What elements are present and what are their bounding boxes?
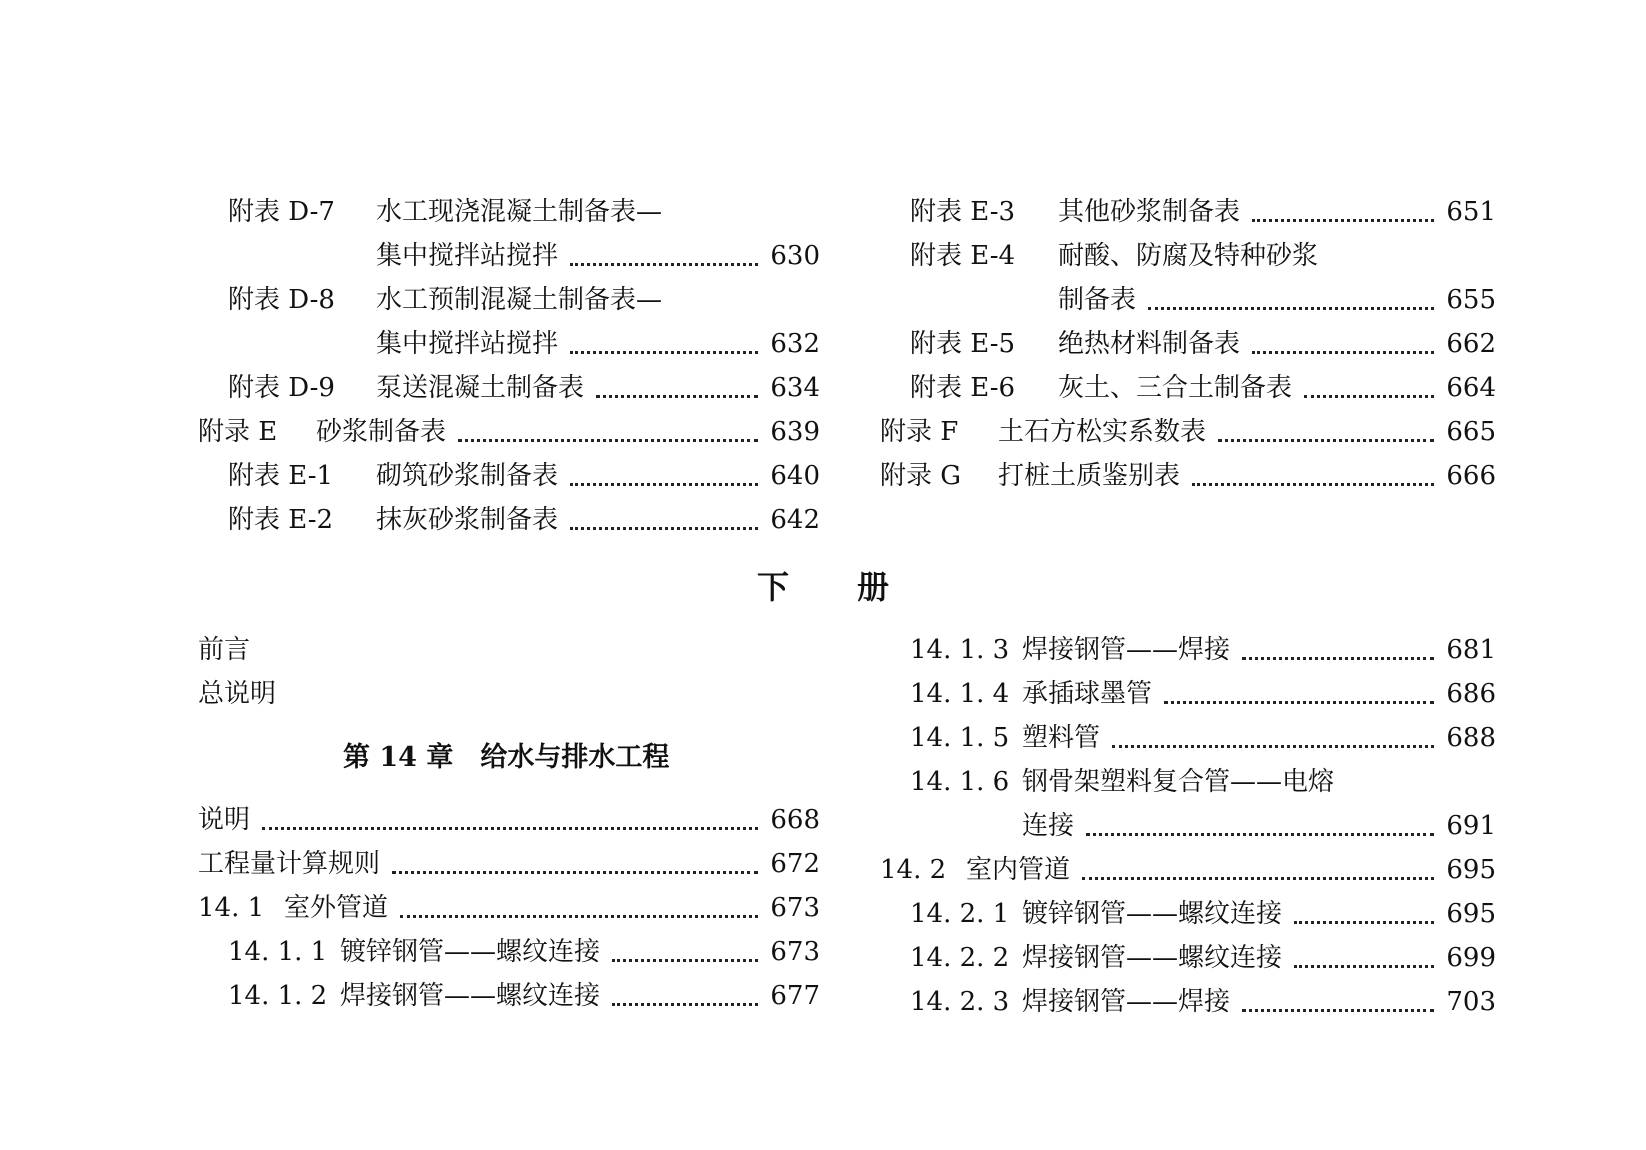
toc-entry-number: 14. 1. 1 bbox=[228, 937, 328, 967]
toc-entry-number: 附表 E-1 bbox=[228, 461, 334, 491]
toc-entry-number: 附录 G bbox=[880, 461, 962, 491]
toc-entry-14-2-2[interactable] bbox=[880, 936, 1496, 980]
toc-entry-14-1-2[interactable] bbox=[198, 974, 820, 1018]
toc-entry-title: 镀锌钢管——螺纹连接 bbox=[340, 937, 601, 967]
toc-entry-title: 镀锌钢管——螺纹连接 bbox=[1022, 899, 1283, 929]
toc-entry-e4[interactable] bbox=[880, 234, 1496, 278]
toc-entry-title: 其他砂浆制备表 bbox=[1058, 197, 1241, 227]
toc-entry-title: 集中搅拌站搅拌 bbox=[376, 241, 559, 271]
toc-entry-number: 附表 D-9 bbox=[228, 373, 335, 403]
toc-entry-page: 672 bbox=[770, 849, 820, 879]
toc-entry-number: 14. 2. 1 bbox=[910, 899, 1010, 929]
toc-entry-general-notes[interactable] bbox=[198, 672, 820, 716]
toc-entry-number: 附表 D-8 bbox=[228, 285, 335, 315]
dot-leader bbox=[1164, 700, 1434, 704]
toc-entry-title: 室外管道 bbox=[284, 893, 389, 923]
toc-entry-14-2-3[interactable] bbox=[880, 980, 1496, 1024]
toc-upper-right bbox=[880, 190, 1496, 498]
toc-entry-title: 水工预制混凝土制备表— bbox=[376, 285, 663, 315]
toc-entry-title: 绝热材料制备表 bbox=[1058, 329, 1241, 359]
toc-entry-title: 承插球墨管 bbox=[1022, 679, 1153, 709]
toc-entry-e6[interactable] bbox=[880, 366, 1496, 410]
toc-entry-title: 塑料管 bbox=[1022, 723, 1101, 753]
toc-entry-preface[interactable] bbox=[198, 628, 820, 672]
toc-entry-d8-continuation[interactable] bbox=[198, 322, 820, 366]
toc-entry-page: 634 bbox=[770, 373, 820, 403]
toc-entry-title: 钢骨架塑料复合管——电熔 bbox=[1022, 767, 1335, 797]
toc-entry-title: 前言 bbox=[198, 635, 251, 665]
toc-entry-title: 说明 bbox=[198, 805, 251, 835]
volume-heading: 下册 bbox=[756, 568, 957, 606]
toc-entry-page: 703 bbox=[1446, 987, 1496, 1017]
dot-leader bbox=[1294, 964, 1434, 968]
dot-leader bbox=[1252, 350, 1434, 354]
dot-leader bbox=[596, 394, 758, 398]
dot-leader bbox=[1218, 438, 1434, 442]
dot-leader bbox=[400, 914, 758, 918]
toc-entry-e1[interactable] bbox=[198, 454, 820, 498]
toc-entry-number: 14. 1. 6 bbox=[910, 767, 1010, 797]
toc-entry-page: 695 bbox=[1446, 899, 1496, 929]
toc-entry-14-1[interactable] bbox=[198, 886, 820, 930]
dot-leader bbox=[1242, 656, 1434, 660]
chapter-heading: 第 14 章 给水与排水工程 bbox=[343, 742, 670, 773]
toc-entry-number: 附表 E-6 bbox=[910, 373, 1016, 403]
dot-leader bbox=[1082, 876, 1434, 880]
toc-entry-title: 连接 bbox=[1022, 811, 1075, 841]
toc-entry-page: 666 bbox=[1446, 461, 1496, 491]
toc-entry-number: 14. 1. 4 bbox=[910, 679, 1010, 709]
toc-entry-14-2-1[interactable] bbox=[880, 892, 1496, 936]
dot-leader bbox=[612, 1002, 758, 1006]
toc-entry-page: 673 bbox=[770, 893, 820, 923]
toc-entry-notes[interactable] bbox=[198, 798, 820, 842]
toc-entry-page: 639 bbox=[770, 417, 820, 447]
toc-entry-d8[interactable] bbox=[198, 278, 820, 322]
toc-entry-number: 14. 1. 3 bbox=[910, 635, 1010, 665]
toc-entry-page: 686 bbox=[1446, 679, 1496, 709]
toc-entry-number: 附表 E-4 bbox=[910, 241, 1016, 271]
toc-entry-title: 焊接钢管——焊接 bbox=[1022, 635, 1231, 665]
toc-entry-number: 附录 F bbox=[880, 417, 959, 447]
dot-leader bbox=[1252, 218, 1434, 222]
toc-entry-14-1-4[interactable] bbox=[880, 672, 1496, 716]
dot-leader bbox=[612, 958, 758, 962]
toc-entry-page: 699 bbox=[1446, 943, 1496, 973]
toc-entry-d7[interactable] bbox=[198, 190, 820, 234]
toc-entry-title: 焊接钢管——螺纹连接 bbox=[1022, 943, 1283, 973]
dot-leader bbox=[1304, 394, 1434, 398]
toc-entry-title: 水工现浇混凝土制备表— bbox=[376, 197, 663, 227]
toc-entry-appendix-g[interactable] bbox=[880, 454, 1496, 498]
dot-leader bbox=[1148, 306, 1434, 310]
toc-entry-e5[interactable] bbox=[880, 322, 1496, 366]
toc-entry-title: 工程量计算规则 bbox=[198, 849, 381, 879]
toc-entry-e3[interactable] bbox=[880, 190, 1496, 234]
toc-entry-number: 14. 1. 2 bbox=[228, 981, 328, 1011]
toc-entry-e4-continuation[interactable] bbox=[880, 278, 1496, 322]
toc-entry-title: 制备表 bbox=[1058, 285, 1137, 315]
toc-entry-page: 688 bbox=[1446, 723, 1496, 753]
toc-lower-right bbox=[880, 628, 1496, 1024]
toc-entry-rules[interactable] bbox=[198, 842, 820, 886]
toc-entry-14-1-6[interactable] bbox=[880, 760, 1496, 804]
toc-entry-number: 14. 1. 5 bbox=[910, 723, 1010, 753]
toc-entry-page: 662 bbox=[1446, 329, 1496, 359]
toc-entry-title: 室内管道 bbox=[966, 855, 1071, 885]
dot-leader bbox=[1242, 1008, 1434, 1012]
toc-entry-page: 642 bbox=[770, 505, 820, 535]
toc-entry-page: 681 bbox=[1446, 635, 1496, 665]
toc-entry-title: 泵送混凝土制备表 bbox=[376, 373, 585, 403]
toc-entry-page: 640 bbox=[770, 461, 820, 491]
toc-entry-number: 14. 2 bbox=[880, 855, 947, 885]
toc-entry-d7-continuation[interactable] bbox=[198, 234, 820, 278]
dot-leader bbox=[1086, 832, 1434, 836]
toc-entry-page: 632 bbox=[770, 329, 820, 359]
toc-entry-appendix-e[interactable] bbox=[198, 410, 820, 454]
toc-entry-page: 668 bbox=[770, 805, 820, 835]
toc-entry-title: 砂浆制备表 bbox=[316, 417, 447, 447]
toc-upper-left bbox=[198, 190, 820, 542]
dot-leader bbox=[262, 826, 758, 830]
toc-entry-number: 附表 E-2 bbox=[228, 505, 334, 535]
dot-leader bbox=[570, 350, 758, 354]
toc-entry-number: 附表 D-7 bbox=[228, 197, 335, 227]
toc-lower-left bbox=[198, 628, 820, 1018]
toc-entry-page: 691 bbox=[1446, 811, 1496, 841]
toc-entry-number: 附录 E bbox=[198, 417, 278, 447]
toc-entry-14-1-1[interactable] bbox=[198, 930, 820, 974]
toc-entry-title: 灰土、三合土制备表 bbox=[1058, 373, 1293, 403]
toc-entry-14-1-5[interactable] bbox=[880, 716, 1496, 760]
toc-entry-title: 土石方松实系数表 bbox=[998, 417, 1207, 447]
toc-entry-page: 677 bbox=[770, 981, 820, 1011]
dot-leader bbox=[458, 438, 758, 442]
toc-entry-appendix-f[interactable] bbox=[880, 410, 1496, 454]
toc-entry-number: 附表 E-5 bbox=[910, 329, 1016, 359]
toc-entry-title: 砌筑砂浆制备表 bbox=[376, 461, 559, 491]
toc-entry-title: 耐酸、防腐及特种砂浆 bbox=[1058, 241, 1319, 271]
dot-leader bbox=[1294, 920, 1434, 924]
toc-entry-number: 14. 2. 2 bbox=[910, 943, 1010, 973]
toc-entry-14-1-3[interactable] bbox=[880, 628, 1496, 672]
toc-entry-14-2[interactable] bbox=[880, 848, 1496, 892]
toc-entry-e2[interactable] bbox=[198, 498, 820, 542]
toc-entry-14-1-6-continuation[interactable] bbox=[880, 804, 1496, 848]
dot-leader bbox=[1112, 744, 1434, 748]
toc-entry-title: 集中搅拌站搅拌 bbox=[376, 329, 559, 359]
toc-entry-page: 695 bbox=[1446, 855, 1496, 885]
toc-entry-d9[interactable] bbox=[198, 366, 820, 410]
toc-entry-page: 655 bbox=[1446, 285, 1496, 315]
dot-leader bbox=[570, 526, 758, 530]
toc-entry-number: 14. 2. 3 bbox=[910, 987, 1010, 1017]
toc-entry-page: 630 bbox=[770, 241, 820, 271]
toc-entry-page: 651 bbox=[1446, 197, 1496, 227]
dot-leader bbox=[392, 870, 758, 874]
toc-entry-number: 14. 1 bbox=[198, 893, 265, 923]
dot-leader bbox=[1192, 482, 1434, 486]
toc-entry-title: 打桩土质鉴别表 bbox=[998, 461, 1181, 491]
toc-entry-page: 673 bbox=[770, 937, 820, 967]
toc-entry-page: 665 bbox=[1446, 417, 1496, 447]
toc-entry-title: 焊接钢管——螺纹连接 bbox=[340, 981, 601, 1011]
dot-leader bbox=[570, 262, 758, 266]
toc-entry-title: 总说明 bbox=[198, 679, 277, 709]
toc-entry-number: 附表 E-3 bbox=[910, 197, 1016, 227]
toc-entry-title: 焊接钢管——焊接 bbox=[1022, 987, 1231, 1017]
toc-entry-page: 664 bbox=[1446, 373, 1496, 403]
dot-leader bbox=[570, 482, 758, 486]
toc-entry-title: 抹灰砂浆制备表 bbox=[376, 505, 559, 535]
